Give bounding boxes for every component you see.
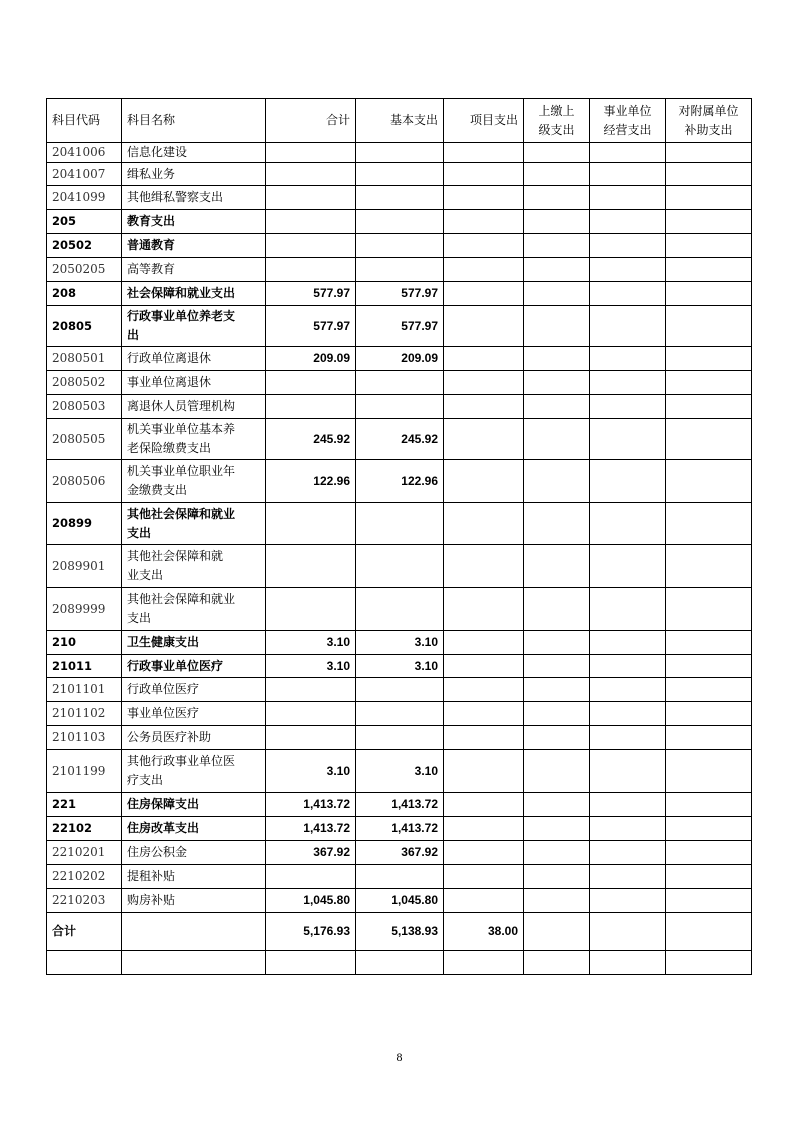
business-operation-cell: [590, 503, 666, 545]
blank-row: [47, 951, 752, 975]
project-expenditure-cell: [444, 655, 524, 678]
subject-name-cell: 公务员医疗补助: [122, 726, 266, 750]
total-cell: 1,413.72: [266, 793, 356, 817]
business-operation-cell: [590, 545, 666, 588]
business-operation-cell: [590, 678, 666, 702]
business-operation-cell: [590, 163, 666, 186]
subject-name-cell: 提租补贴: [122, 865, 266, 889]
subject-name-cell: [122, 750, 266, 793]
total-cell: [266, 210, 356, 234]
remit-superior-cell: [524, 678, 590, 702]
business-operation-cell: [590, 702, 666, 726]
total-cell: [266, 702, 356, 726]
total-cell: 209.09: [266, 347, 356, 371]
remit-superior-cell: [524, 702, 590, 726]
table-row: [47, 234, 752, 258]
subsidiary-subsidy-cell: [666, 210, 752, 234]
project-expenditure-cell: [444, 726, 524, 750]
subject-code-cell: 221: [47, 793, 122, 817]
table-row: [47, 186, 752, 210]
subject-name-line: 机关事业单位职业年: [127, 464, 236, 478]
basic-expenditure-cell: [356, 210, 444, 234]
remit-superior-cell: [524, 234, 590, 258]
subject-code-cell: 20805: [47, 306, 122, 347]
basic-expenditure-cell: 367.92: [356, 841, 444, 865]
basic-expenditure-cell: [356, 588, 444, 631]
total-label-cell: 合计: [47, 913, 122, 951]
remit-superior-cell: [524, 655, 590, 678]
remit-superior-cell: [524, 913, 590, 951]
subject-name-cell: [122, 306, 266, 347]
project-expenditure-cell: [444, 631, 524, 655]
subsidiary-subsidy-cell: [666, 186, 752, 210]
project-expenditure-cell: [444, 702, 524, 726]
header-project-expenditure: 项目支出: [444, 99, 524, 143]
table-row: [47, 460, 752, 503]
project-expenditure-cell: [444, 282, 524, 306]
empty-cell: [524, 951, 590, 975]
subject-code-cell: 2080505: [47, 419, 122, 460]
basic-expenditure-cell: 245.92: [356, 419, 444, 460]
project-expenditure-cell: [444, 371, 524, 395]
subject-name-line: 其他社会保障和就业: [127, 506, 236, 521]
total-cell: [266, 234, 356, 258]
subject-name-cell: 事业单位医疗: [122, 702, 266, 726]
project-expenditure-cell: [444, 234, 524, 258]
business-operation-cell: [590, 841, 666, 865]
total-cell: [266, 371, 356, 395]
subsidiary-subsidy-cell: [666, 371, 752, 395]
table-row: [47, 726, 752, 750]
subsidiary-subsidy-cell: [666, 503, 752, 545]
project-expenditure-cell: [444, 210, 524, 234]
subject-name-line: 其他行政事业单位医: [127, 754, 236, 768]
subject-name-line: 业支出: [127, 568, 164, 582]
subject-name-cell: [122, 419, 266, 460]
remit-superior-cell: [524, 841, 590, 865]
business-operation-cell: [590, 588, 666, 631]
subject-code-cell: 2210202: [47, 865, 122, 889]
subsidiary-subsidy-cell: [666, 702, 752, 726]
table-row: [47, 503, 752, 545]
total-cell: [266, 186, 356, 210]
subject-name-cell: [122, 545, 266, 588]
subject-name-cell: 住房保障支出: [122, 793, 266, 817]
subject-code-cell: 210: [47, 631, 122, 655]
subsidiary-subsidy-cell: [666, 841, 752, 865]
business-operation-cell: [590, 186, 666, 210]
subsidiary-subsidy-cell: [666, 143, 752, 163]
subject-code-cell: 2089999: [47, 588, 122, 631]
business-operation-cell: [590, 143, 666, 163]
remit-superior-cell: [524, 889, 590, 913]
basic-expenditure-cell: [356, 371, 444, 395]
grand-total-cell: 5,176.93: [266, 913, 356, 951]
basic-expenditure-cell: [356, 395, 444, 419]
remit-superior-cell: [524, 588, 590, 631]
table-row: [47, 655, 752, 678]
subsidiary-subsidy-cell: [666, 234, 752, 258]
project-expenditure-cell: [444, 186, 524, 210]
subject-code-cell: 2101102: [47, 702, 122, 726]
subject-code-cell: 2089901: [47, 545, 122, 588]
subject-code-cell: 2080503: [47, 395, 122, 419]
table-row: [47, 545, 752, 588]
subsidiary-subsidy-cell: [666, 865, 752, 889]
subject-code-cell: 2080502: [47, 371, 122, 395]
table-header-row: [47, 99, 752, 143]
subsidiary-subsidy-cell: [666, 655, 752, 678]
basic-expenditure-cell: [356, 865, 444, 889]
subject-name-line: 金缴费支出: [127, 483, 188, 497]
total-cell: 577.97: [266, 306, 356, 347]
subsidiary-subsidy-cell: [666, 889, 752, 913]
subsidiary-subsidy-cell: [666, 545, 752, 588]
budget-expenditure-table: [46, 98, 752, 975]
subject-name-cell: 信息化建设: [122, 143, 266, 163]
project-expenditure-cell: [444, 545, 524, 588]
table-row: [47, 163, 752, 186]
subject-name-line: 行政事业单位养老支: [127, 309, 236, 323]
basic-expenditure-cell: [356, 143, 444, 163]
subsidiary-subsidy-cell: [666, 306, 752, 347]
header-remit-superior: 上缴上 级支出: [524, 99, 590, 143]
subsidiary-subsidy-cell: [666, 631, 752, 655]
table-row: [47, 347, 752, 371]
remit-superior-cell: [524, 865, 590, 889]
project-expenditure-cell: [444, 793, 524, 817]
business-operation-cell: [590, 306, 666, 347]
project-expenditure-cell: [444, 588, 524, 631]
subject-name-cell: 普通教育: [122, 234, 266, 258]
subject-name-cell: 行政单位离退休: [122, 347, 266, 371]
subsidiary-subsidy-cell: [666, 282, 752, 306]
subject-name-cell: 高等教育: [122, 258, 266, 282]
subject-code-cell: 2210201: [47, 841, 122, 865]
total-cell: [266, 726, 356, 750]
remit-superior-cell: [524, 371, 590, 395]
remit-superior-cell: [524, 750, 590, 793]
subject-name-cell: 购房补贴: [122, 889, 266, 913]
project-expenditure-cell: [444, 841, 524, 865]
subject-code-cell: 2101101: [47, 678, 122, 702]
subsidiary-subsidy-cell: [666, 793, 752, 817]
business-operation-cell: [590, 817, 666, 841]
subject-code-cell: 205: [47, 210, 122, 234]
remit-superior-cell: [524, 631, 590, 655]
subsidiary-subsidy-cell: [666, 258, 752, 282]
table-row: [47, 371, 752, 395]
empty-cell: [122, 951, 266, 975]
header-subsidiary-subsidy: 对附属单位 补助支出: [666, 99, 752, 143]
business-operation-cell: [590, 282, 666, 306]
header-business-operation: 事业单位 经营支出: [590, 99, 666, 143]
subsidiary-subsidy-cell: [666, 750, 752, 793]
remit-superior-cell: [524, 419, 590, 460]
business-operation-cell: [590, 726, 666, 750]
business-operation-cell: [590, 631, 666, 655]
remit-superior-cell: [524, 210, 590, 234]
project-expenditure-total-cell: 38.00: [444, 913, 524, 951]
total-row: [47, 913, 752, 951]
project-expenditure-cell: [444, 750, 524, 793]
business-operation-cell: [590, 371, 666, 395]
subsidiary-subsidy-cell: [666, 395, 752, 419]
subject-name-cell: [122, 913, 266, 951]
subject-name-cell: 教育支出: [122, 210, 266, 234]
subject-name-line: 出: [127, 328, 140, 342]
business-operation-cell: [590, 460, 666, 503]
total-cell: 1,045.80: [266, 889, 356, 913]
subject-name-cell: 行政事业单位医疗: [122, 655, 266, 678]
table-row: [47, 588, 752, 631]
subsidiary-subsidy-cell: [666, 817, 752, 841]
table-row: [47, 258, 752, 282]
business-operation-cell: [590, 889, 666, 913]
total-cell: 367.92: [266, 841, 356, 865]
project-expenditure-cell: [444, 395, 524, 419]
empty-cell: [666, 951, 752, 975]
remit-superior-cell: [524, 163, 590, 186]
basic-expenditure-cell: 1,045.80: [356, 889, 444, 913]
basic-expenditure-cell: [356, 163, 444, 186]
remit-superior-cell: [524, 143, 590, 163]
total-cell: [266, 678, 356, 702]
project-expenditure-cell: [444, 143, 524, 163]
page-number: 8: [396, 1050, 403, 1064]
basic-expenditure-cell: 209.09: [356, 347, 444, 371]
project-expenditure-cell: [444, 258, 524, 282]
project-expenditure-cell: [444, 503, 524, 545]
subject-code-cell: 2080506: [47, 460, 122, 503]
basic-expenditure-cell: [356, 545, 444, 588]
subject-name-line: 其他社会保障和就业: [127, 592, 236, 606]
subject-name-cell: [122, 588, 266, 631]
total-cell: 1,413.72: [266, 817, 356, 841]
remit-superior-cell: [524, 186, 590, 210]
subject-code-cell: 20899: [47, 503, 122, 545]
subject-name-line: 机关事业单位基本养: [127, 422, 236, 436]
subject-name-cell: 缉私业务: [122, 163, 266, 186]
basic-expenditure-total-cell: 5,138.93: [356, 913, 444, 951]
table-row: [47, 865, 752, 889]
business-operation-cell: [590, 419, 666, 460]
table-row: [47, 793, 752, 817]
table-row: [47, 702, 752, 726]
empty-cell: [47, 951, 122, 975]
table-row: [47, 395, 752, 419]
table-row: [47, 841, 752, 865]
subject-name-line: 其他社会保障和就: [127, 549, 224, 563]
basic-expenditure-cell: 577.97: [356, 306, 444, 347]
empty-cell: [590, 951, 666, 975]
total-cell: 3.10: [266, 655, 356, 678]
project-expenditure-cell: [444, 306, 524, 347]
basic-expenditure-cell: 3.10: [356, 631, 444, 655]
subsidiary-subsidy-cell: [666, 347, 752, 371]
header-subject-code: 科目代码: [47, 99, 122, 143]
total-cell: 245.92: [266, 419, 356, 460]
remit-superior-cell: [524, 503, 590, 545]
basic-expenditure-cell: 3.10: [356, 750, 444, 793]
subject-name-line: 疗支出: [127, 773, 164, 787]
remit-superior-cell: [524, 306, 590, 347]
remit-superior-cell: [524, 282, 590, 306]
project-expenditure-cell: [444, 865, 524, 889]
subsidiary-subsidy-cell: [666, 460, 752, 503]
basic-expenditure-cell: 3.10: [356, 655, 444, 678]
subject-code-cell: 2050205: [47, 258, 122, 282]
project-expenditure-cell: [444, 817, 524, 841]
table-row: [47, 210, 752, 234]
basic-expenditure-cell: 577.97: [356, 282, 444, 306]
total-cell: [266, 503, 356, 545]
subject-code-cell: 21011: [47, 655, 122, 678]
subject-name-cell: 离退休人员管理机构: [122, 395, 266, 419]
total-cell: [266, 588, 356, 631]
remit-superior-cell: [524, 726, 590, 750]
subsidiary-subsidy-cell: [666, 419, 752, 460]
total-cell: 3.10: [266, 631, 356, 655]
table-row: [47, 817, 752, 841]
total-cell: 3.10: [266, 750, 356, 793]
project-expenditure-cell: [444, 163, 524, 186]
business-operation-cell: [590, 395, 666, 419]
subject-name-line: 支出: [127, 611, 152, 625]
subject-code-cell: 2041006: [47, 143, 122, 163]
subsidiary-subsidy-cell: [666, 678, 752, 702]
project-expenditure-cell: [444, 678, 524, 702]
table-row: [47, 889, 752, 913]
business-operation-cell: [590, 865, 666, 889]
business-operation-cell: [590, 655, 666, 678]
project-expenditure-cell: [444, 419, 524, 460]
total-cell: [266, 865, 356, 889]
project-expenditure-cell: [444, 889, 524, 913]
basic-expenditure-cell: [356, 186, 444, 210]
table-row: [47, 143, 752, 163]
basic-expenditure-cell: [356, 678, 444, 702]
remit-superior-cell: [524, 347, 590, 371]
total-cell: [266, 395, 356, 419]
subject-code-cell: 2101103: [47, 726, 122, 750]
subject-name-cell: 住房改革支出: [122, 817, 266, 841]
business-operation-cell: [590, 913, 666, 951]
subject-name-cell: [122, 460, 266, 503]
remit-superior-cell: [524, 460, 590, 503]
project-expenditure-cell: [444, 347, 524, 371]
subject-code-cell: 2080501: [47, 347, 122, 371]
subject-code-cell: 2041099: [47, 186, 122, 210]
total-cell: [266, 545, 356, 588]
table-row: [47, 419, 752, 460]
subsidiary-subsidy-cell: [666, 163, 752, 186]
subject-name-cell: 住房公积金: [122, 841, 266, 865]
subject-name-cell: 社会保障和就业支出: [122, 282, 266, 306]
subject-code-cell: 2210203: [47, 889, 122, 913]
business-operation-cell: [590, 258, 666, 282]
table-row: [47, 750, 752, 793]
subject-name-cell: 事业单位离退休: [122, 371, 266, 395]
subject-code-cell: 20502: [47, 234, 122, 258]
project-expenditure-cell: [444, 460, 524, 503]
total-cell: [266, 163, 356, 186]
basic-expenditure-cell: 1,413.72: [356, 817, 444, 841]
subsidiary-subsidy-cell: [666, 588, 752, 631]
table-row: [47, 282, 752, 306]
subject-code-cell: 2041007: [47, 163, 122, 186]
subject-name-cell: 其他缉私警察支出: [122, 186, 266, 210]
total-cell: [266, 258, 356, 282]
basic-expenditure-cell: [356, 234, 444, 258]
basic-expenditure-cell: [356, 726, 444, 750]
table-row: [47, 306, 752, 347]
total-cell: 577.97: [266, 282, 356, 306]
basic-expenditure-cell: 122.96: [356, 460, 444, 503]
table-row: [47, 678, 752, 702]
business-operation-cell: [590, 234, 666, 258]
business-operation-cell: [590, 347, 666, 371]
remit-superior-cell: [524, 817, 590, 841]
subject-name-cell: 卫生健康支出: [122, 631, 266, 655]
subject-code-cell: 2101199: [47, 750, 122, 793]
empty-cell: [444, 951, 524, 975]
subject-name-cell: [122, 503, 266, 545]
table-row: [47, 631, 752, 655]
subject-name-line: 支出: [127, 525, 152, 540]
empty-cell: [266, 951, 356, 975]
total-cell: [266, 143, 356, 163]
subject-code-cell: 22102: [47, 817, 122, 841]
subject-name-cell: 行政单位医疗: [122, 678, 266, 702]
business-operation-cell: [590, 793, 666, 817]
remit-superior-cell: [524, 793, 590, 817]
header-subject-name: 科目名称: [122, 99, 266, 143]
remit-superior-cell: [524, 395, 590, 419]
subsidiary-subsidy-cell: [666, 913, 752, 951]
subject-name-line: 老保险缴费支出: [127, 441, 212, 455]
empty-cell: [356, 951, 444, 975]
business-operation-cell: [590, 210, 666, 234]
basic-expenditure-cell: [356, 258, 444, 282]
header-total: 合计: [266, 99, 356, 143]
header-basic-expenditure: 基本支出: [356, 99, 444, 143]
subsidiary-subsidy-cell: [666, 726, 752, 750]
total-cell: 122.96: [266, 460, 356, 503]
subject-code-cell: 208: [47, 282, 122, 306]
remit-superior-cell: [524, 258, 590, 282]
basic-expenditure-cell: [356, 503, 444, 545]
remit-superior-cell: [524, 545, 590, 588]
basic-expenditure-cell: 1,413.72: [356, 793, 444, 817]
basic-expenditure-cell: [356, 702, 444, 726]
business-operation-cell: [590, 750, 666, 793]
